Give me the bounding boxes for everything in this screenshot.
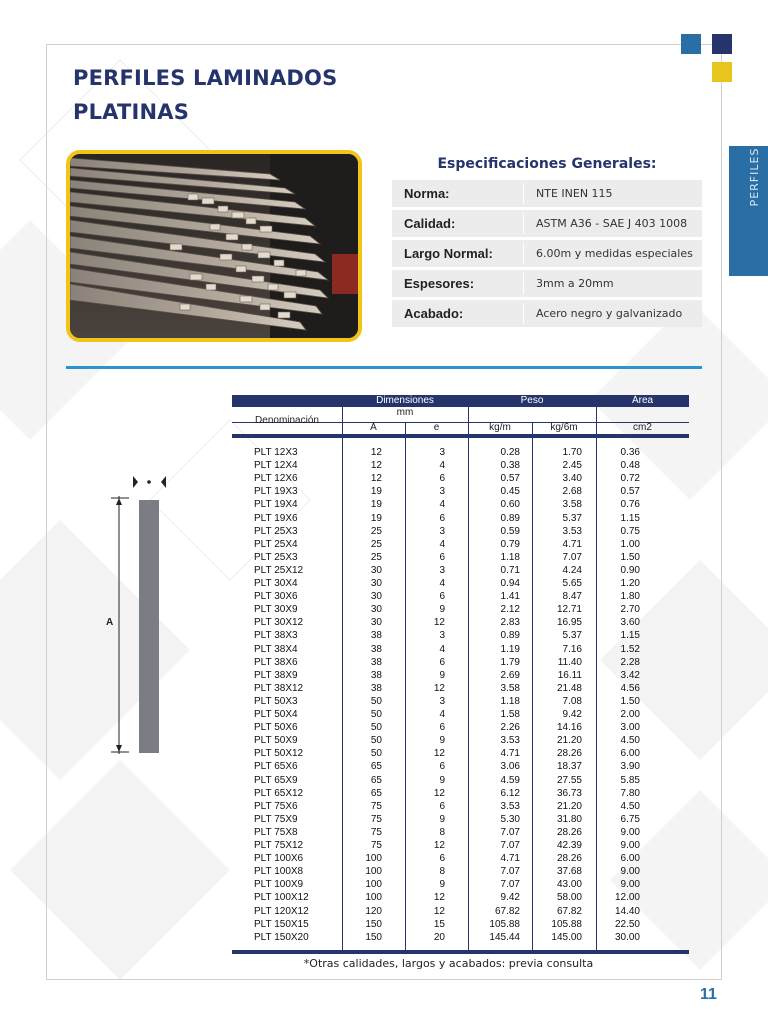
kgm-cell: 105.88 [489, 918, 520, 930]
e-cell: 4 [439, 578, 445, 589]
spec-value: ASTM A36 - SAE J 403 1008 [536, 217, 688, 230]
denominacion-cell: PLT 75X8 [254, 826, 298, 838]
area-cell: 6.00 [620, 748, 640, 760]
e-cell: 9 [439, 774, 445, 786]
a-cell: 12 [370, 460, 382, 472]
spec-label: Norma: [404, 186, 450, 201]
kgm-cell: 9.42 [500, 892, 520, 904]
kg6m-cell: 16.95 [556, 617, 582, 629]
e-cell: 4 [439, 538, 445, 550]
kg6m-cell: 67.82 [556, 905, 582, 917]
corner-square-yellow [712, 62, 732, 82]
area-cell: 5.85 [620, 774, 640, 786]
area-cell: 6.00 [620, 853, 640, 865]
section-divider [66, 366, 702, 369]
denominacion-cell: PLT 12X4 [254, 460, 298, 472]
denominacion-cell: PLT 50X9 [254, 735, 298, 747]
a-cell: 12 [370, 473, 382, 485]
kgm-cell: 0.28 [500, 447, 520, 458]
kgm-cell: 7.07 [500, 840, 520, 851]
a-cell: 30 [370, 564, 382, 576]
table-footer-bar [232, 950, 689, 954]
a-cell: 19 [370, 512, 382, 524]
spec-label: Acabado: [404, 306, 464, 321]
e-cell: 6 [439, 853, 445, 865]
denominacion-cell: PLT 120X12 [254, 905, 309, 917]
denominacion-cell: PLT 150X15 [254, 918, 309, 930]
kg6m-cell: 145.00 [551, 931, 582, 943]
e-cell: 12 [433, 682, 445, 694]
denominacion-cell: PLT 19X4 [254, 499, 298, 511]
e-cell: 6 [439, 761, 445, 773]
denominacion-cell: PLT 30X6 [254, 591, 298, 603]
area-cell: 1.15 [620, 630, 640, 642]
a-cell: 50 [370, 709, 382, 720]
side-tab [729, 146, 768, 276]
kgm-cell: 2.69 [500, 669, 520, 681]
kg6m-cell: 28.26 [556, 853, 582, 865]
area-cell: 12.00 [614, 892, 640, 904]
e-cell: 8 [439, 866, 445, 878]
a-cell: 50 [370, 748, 382, 760]
kgm-cell: 7.07 [500, 826, 520, 838]
kg6m-cell: 14.16 [556, 722, 582, 734]
denominacion-cell: PLT 25X3 [254, 525, 298, 537]
kgm-cell: 0.89 [500, 512, 520, 524]
area-cell: 3.90 [620, 761, 640, 773]
a-cell: 50 [370, 735, 382, 747]
e-cell: 12 [433, 787, 445, 799]
e-cell: 12 [433, 892, 445, 904]
kg6m-cell: 105.88 [551, 918, 582, 930]
a-cell: 19 [370, 486, 382, 498]
denominacion-cell: PLT 50X12 [254, 748, 304, 760]
kg6m-cell: 4.24 [562, 564, 582, 576]
area-cell: 3.42 [620, 669, 640, 681]
area-cell: 0.90 [620, 564, 640, 576]
a-cell: 100 [365, 892, 382, 904]
header-a: A [370, 422, 377, 433]
kg6m-cell: 3.40 [562, 473, 582, 485]
a-cell: 38 [370, 643, 382, 655]
header-kg6m: kg/6m [550, 422, 578, 433]
kg6m-cell: 28.26 [556, 826, 582, 838]
a-cell: 25 [370, 551, 382, 563]
kgm-cell: 0.60 [500, 499, 520, 511]
denominacion-cell: PLT 38X12 [254, 682, 304, 694]
header-area: Área [631, 395, 654, 406]
page-number: 11 [700, 986, 717, 1003]
denominacion-cell: PLT 100X8 [254, 866, 304, 878]
e-cell: 4 [439, 460, 445, 472]
kgm-cell: 0.57 [500, 473, 520, 485]
denominacion-cell: PLT 30X4 [254, 578, 298, 589]
kg6m-cell: 16.11 [557, 669, 582, 681]
kgm-cell: 3.58 [500, 682, 520, 694]
denominacion-cell: PLT 12X6 [254, 473, 298, 485]
a-cell: 30 [370, 604, 382, 616]
spec-row [392, 270, 702, 297]
e-cell: 6 [439, 722, 445, 734]
e-cell: 9 [439, 735, 445, 747]
a-cell: 75 [370, 826, 382, 838]
denominacion-cell: PLT 19X6 [254, 512, 298, 524]
kgm-cell: 2.26 [500, 722, 520, 734]
kg6m-cell: 12.71 [556, 604, 582, 616]
denominacion-cell: PLT 75X12 [254, 840, 304, 851]
denominacion-cell: PLT 75X6 [254, 800, 298, 812]
header-mm: mm [396, 407, 414, 418]
e-cell: 12 [433, 840, 445, 851]
spec-divider [523, 183, 524, 204]
footnote: *Otras calidades, largos y acabados: previa consulta [303, 957, 594, 970]
e-cell: 8 [439, 826, 445, 838]
spec-label: Espesores: [404, 276, 475, 291]
flat-bar-diagram [105, 474, 175, 764]
area-cell: 2.00 [620, 709, 640, 720]
kgm-cell: 2.12 [500, 604, 520, 616]
kg6m-cell: 21.48 [556, 682, 582, 694]
kgm-cell: 1.19 [500, 643, 520, 655]
spec-divider [523, 213, 524, 234]
denominacion-cell: PLT 100X12 [254, 892, 309, 904]
kgm-cell: 2.83 [500, 617, 520, 629]
spec-divider [523, 303, 524, 324]
kg6m-cell: 5.37 [562, 630, 582, 642]
a-cell: 65 [370, 774, 382, 786]
denominacion-cell: PLT 25X3 [254, 551, 298, 563]
area-cell: 1.15 [620, 512, 640, 524]
kgm-cell: 0.79 [500, 538, 520, 550]
thickness-arrows-icon [133, 476, 166, 488]
a-cell: 19 [370, 499, 382, 511]
denominacion-cell: PLT 38X9 [254, 669, 298, 681]
page-title-line2: PLATINAS [73, 100, 190, 124]
kgm-cell: 3.53 [500, 800, 520, 812]
kgm-cell: 4.71 [500, 853, 520, 865]
kg6m-cell: 58.00 [556, 892, 582, 904]
spec-label: Largo Normal: [404, 246, 493, 261]
a-cell: 50 [370, 695, 382, 707]
spec-row [392, 240, 702, 267]
a-cell: 38 [370, 630, 382, 642]
a-cell: 150 [365, 931, 382, 943]
e-cell: 4 [439, 643, 445, 655]
a-cell: 75 [370, 813, 382, 825]
denominacion-cell: PLT 65X6 [254, 761, 298, 773]
kgm-cell: 1.18 [500, 695, 520, 707]
header-peso: Peso [520, 395, 544, 406]
a-cell: 38 [370, 682, 382, 694]
kgm-cell: 0.59 [500, 525, 520, 537]
a-cell: 12 [370, 447, 382, 458]
table-header-bottom-bar [232, 434, 689, 438]
kg6m-cell: 21.20 [556, 800, 582, 812]
kg6m-cell: 37.68 [556, 866, 582, 878]
denominacion-cell: PLT 100X9 [254, 879, 304, 891]
denominacion-cell: PLT 38X3 [254, 630, 298, 642]
e-cell: 4 [439, 709, 445, 720]
spec-label: Calidad: [404, 216, 456, 231]
kg6m-cell: 8.47 [562, 591, 582, 603]
area-cell: 6.75 [620, 813, 640, 825]
a-cell: 75 [370, 840, 382, 851]
area-cell: 14.40 [614, 905, 640, 917]
kgm-cell: 1.58 [500, 709, 520, 720]
area-cell: 9.00 [620, 840, 640, 851]
kgm-cell: 4.71 [500, 748, 520, 760]
kg6m-cell: 4.71 [562, 538, 582, 550]
kgm-cell: 7.07 [500, 866, 520, 878]
area-cell: 4.50 [620, 735, 640, 747]
kgm-cell: 0.89 [500, 630, 520, 642]
corner-square-blue [681, 34, 701, 54]
spec-value: 6.00m y medidas especiales [536, 247, 693, 260]
kgm-cell: 145.44 [489, 931, 520, 943]
kg6m-cell: 36.73 [556, 787, 582, 799]
dimensions-table [232, 395, 689, 955]
a-cell: 100 [365, 853, 382, 865]
kg6m-cell: 21.20 [556, 735, 582, 747]
e-cell: 9 [439, 879, 445, 891]
e-cell: 3 [439, 525, 445, 537]
e-cell: 6 [439, 656, 445, 668]
a-cell: 100 [365, 879, 382, 891]
kg6m-cell: 28.26 [556, 748, 582, 760]
area-cell: 7.80 [620, 787, 640, 799]
kgm-cell: 1.79 [500, 656, 520, 668]
area-cell: 0.75 [620, 525, 640, 537]
denominacion-cell: PLT 75X9 [254, 813, 298, 825]
header-cm2: cm2 [633, 422, 652, 433]
spec-row [392, 300, 702, 327]
kg6m-cell: 42.39 [556, 840, 582, 851]
denominacion-cell: PLT 25X12 [254, 564, 304, 576]
denominacion-cell: PLT 50X3 [254, 695, 298, 707]
denominacion-cell: PLT 12X3 [254, 447, 298, 458]
kg6m-cell: 11.40 [557, 656, 582, 668]
kgm-cell: 5.30 [500, 813, 520, 825]
kg6m-cell: 2.68 [562, 486, 582, 498]
e-cell: 6 [439, 591, 445, 603]
denominacion-cell: PLT 50X6 [254, 722, 298, 734]
area-cell: 3.00 [620, 722, 640, 734]
e-cell: 3 [439, 564, 445, 576]
spec-value: 3mm a 20mm [536, 277, 614, 290]
area-cell: 1.50 [620, 551, 640, 563]
e-cell: 12 [433, 905, 445, 917]
denominacion-cell: PLT 30X12 [254, 617, 304, 629]
area-cell: 9.00 [620, 826, 640, 838]
area-cell: 1.00 [620, 538, 640, 550]
header-e: e [433, 422, 440, 433]
e-cell: 3 [439, 447, 445, 458]
a-cell: 100 [365, 866, 382, 878]
spec-value: NTE INEN 115 [536, 187, 613, 200]
area-cell: 0.48 [620, 460, 640, 472]
area-cell: 2.28 [620, 656, 640, 668]
kgm-cell: 3.53 [500, 735, 520, 747]
kgm-cell: 67.82 [494, 905, 520, 917]
a-cell: 65 [370, 787, 382, 799]
kg6m-cell: 9.42 [562, 709, 582, 720]
kgm-cell: 0.94 [500, 578, 520, 589]
kgm-cell: 0.71 [500, 564, 520, 576]
a-cell: 30 [370, 578, 382, 589]
area-cell: 4.56 [620, 682, 640, 694]
a-cell: 150 [365, 918, 382, 930]
a-cell: 38 [370, 656, 382, 668]
kg6m-cell: 1.70 [562, 447, 582, 458]
area-cell: 1.20 [620, 578, 640, 589]
kgm-cell: 7.07 [500, 879, 520, 891]
denominacion-cell: PLT 19X3 [254, 486, 298, 498]
area-cell: 22.50 [614, 918, 640, 930]
side-tab-label: PERFILES [748, 147, 761, 207]
denominacion-cell: PLT 50X4 [254, 709, 298, 720]
a-cell: 75 [370, 800, 382, 812]
header-denominacion: Denominación [255, 415, 319, 426]
e-cell: 6 [439, 551, 445, 563]
kg6m-cell: 7.16 [562, 643, 582, 655]
denominacion-cell: PLT 150X20 [254, 931, 309, 943]
area-cell: 4.50 [620, 800, 640, 812]
a-cell: 38 [370, 669, 382, 681]
area-cell: 3.60 [620, 617, 640, 629]
spec-divider [523, 273, 524, 294]
area-cell: 0.76 [620, 499, 640, 511]
steel-flat-bars-icon [70, 154, 358, 338]
a-cell: 25 [370, 525, 382, 537]
corner-square-navy [712, 34, 732, 54]
a-cell: 65 [370, 761, 382, 773]
spec-value: Acero negro y galvanizado [536, 307, 683, 320]
kg6m-cell: 5.65 [562, 578, 582, 589]
kg6m-cell: 3.58 [562, 499, 582, 511]
area-cell: 2.70 [620, 604, 640, 616]
kgm-cell: 0.38 [500, 460, 520, 472]
denominacion-cell: PLT 25X4 [254, 538, 298, 550]
kg6m-cell: 7.08 [562, 695, 582, 707]
kgm-cell: 6.12 [500, 787, 520, 799]
dimension-a-label: A [106, 617, 114, 628]
spec-row [392, 180, 702, 207]
denominacion-cell: PLT 30X9 [254, 604, 298, 616]
area-cell: 0.57 [620, 486, 640, 498]
specs-title: Especificaciones Generales: [437, 156, 657, 172]
e-cell: 3 [439, 695, 445, 707]
kgm-cell: 4.59 [500, 774, 520, 786]
e-cell: 6 [439, 800, 445, 812]
area-cell: 0.72 [620, 473, 640, 485]
kg6m-cell: 18.37 [556, 761, 582, 773]
area-cell: 1.50 [620, 695, 640, 707]
kg6m-cell: 3.53 [562, 525, 582, 537]
e-cell: 3 [439, 630, 445, 642]
area-cell: 0.36 [620, 447, 640, 458]
e-cell: 15 [433, 918, 445, 930]
e-cell: 4 [439, 499, 445, 511]
e-cell: 6 [439, 512, 445, 524]
area-cell: 1.52 [620, 643, 640, 655]
e-cell: 3 [439, 486, 445, 498]
area-cell: 9.00 [620, 866, 640, 878]
area-cell: 30.00 [614, 931, 640, 943]
a-cell: 50 [370, 722, 382, 734]
kg6m-cell: 2.45 [562, 460, 582, 472]
kg6m-cell: 31.80 [556, 813, 582, 825]
e-cell: 12 [433, 617, 445, 629]
denominacion-cell: PLT 65X9 [254, 774, 298, 786]
denominacion-cell: PLT 38X6 [254, 656, 298, 668]
e-cell: 9 [439, 813, 445, 825]
denominacion-cell: PLT 100X6 [254, 853, 304, 865]
kgm-cell: 0.45 [500, 486, 520, 498]
e-cell: 6 [439, 473, 445, 485]
denominacion-cell: PLT 38X4 [254, 643, 298, 655]
denominacion-cell: PLT 65X12 [254, 787, 304, 799]
a-cell: 30 [370, 591, 382, 603]
a-cell: 30 [370, 617, 382, 629]
kg6m-cell: 7.07 [562, 551, 582, 563]
area-cell: 1.80 [620, 591, 640, 603]
spec-row [392, 210, 702, 237]
spec-divider [523, 243, 524, 264]
e-cell: 12 [433, 748, 445, 760]
kgm-cell: 3.06 [500, 761, 520, 773]
kg6m-cell: 5.37 [562, 512, 582, 524]
steel-bars-photo [66, 150, 362, 342]
a-cell: 25 [370, 538, 382, 550]
header-dimensiones: Dimensiones [376, 395, 434, 406]
kgm-cell: 1.18 [500, 551, 520, 563]
header-kgm: kg/m [489, 422, 511, 433]
area-cell: 9.00 [620, 879, 640, 891]
a-cell: 120 [365, 905, 382, 917]
e-cell: 9 [439, 669, 445, 681]
kg6m-cell: 43.00 [556, 879, 582, 891]
kg6m-cell: 27.55 [556, 774, 582, 786]
e-cell: 9 [439, 604, 445, 616]
kgm-cell: 1.41 [500, 591, 520, 603]
page-title-line1: PERFILES LAMINADOS [73, 66, 338, 90]
e-cell: 20 [433, 931, 445, 943]
